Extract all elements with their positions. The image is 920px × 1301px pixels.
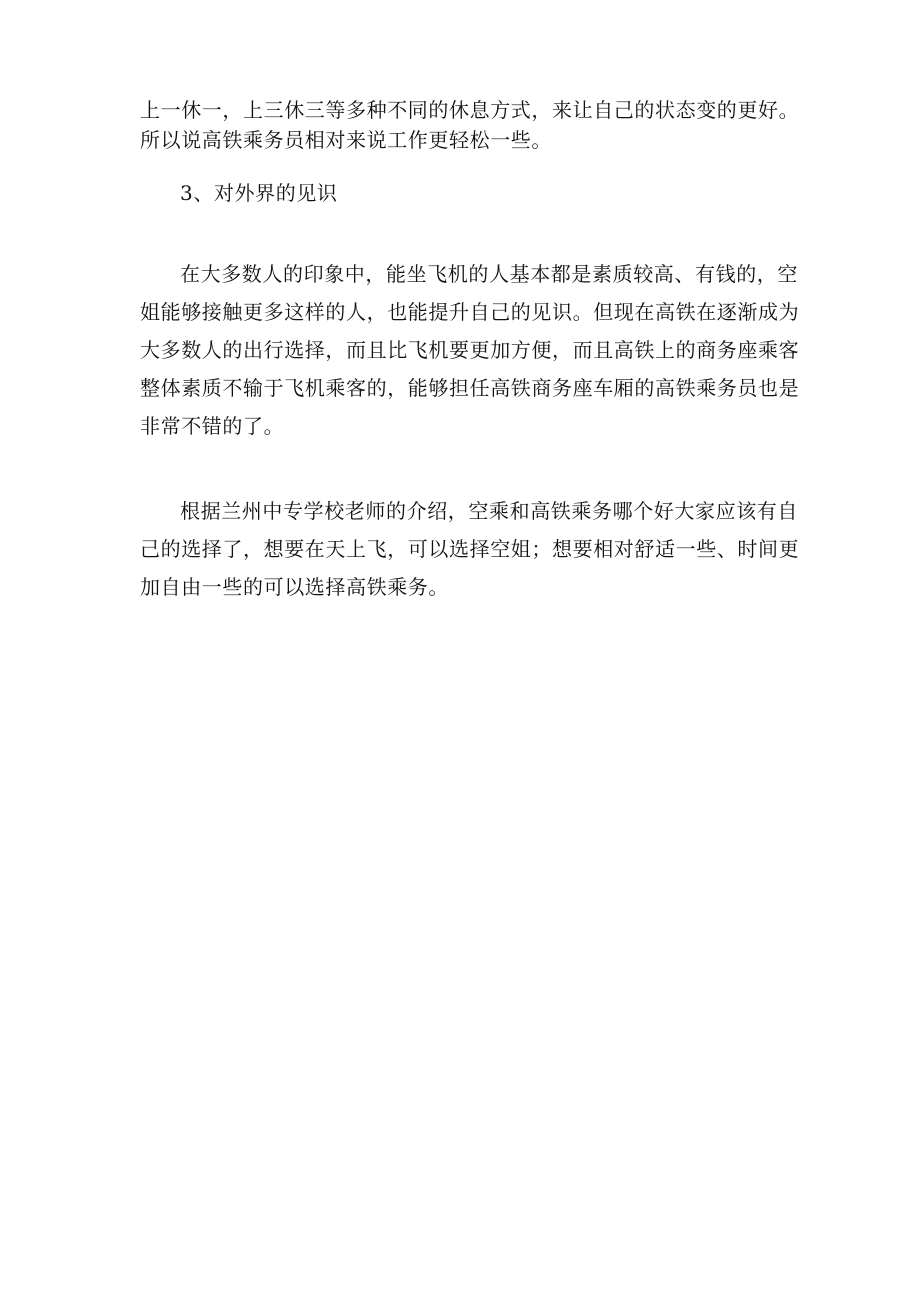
paragraph-line: 大多数人的出行选择，而且比飞机要更加方便，而且高铁上的商务座乘客 xyxy=(140,338,800,362)
paragraph-line: 在大多数人的印象中，能坐飞机的人基本都是素质较高、有钱的，空 xyxy=(180,262,798,286)
paragraph-line: 上一休一，上三休三等多种不同的休息方式，来让自己的状态变的更好。 xyxy=(140,98,800,122)
paragraph-line: 姐能够接触更多这样的人，也能提升自己的见识。但现在高铁在逐渐成为 xyxy=(140,300,800,324)
paragraph-view xyxy=(140,255,800,445)
paragraph-line: 己的选择了，想要在天上飞，可以选择空姐；想要相对舒适一些、时间更 xyxy=(140,537,800,561)
paragraph-line: 根据兰州中专学校老师的介绍，空乘和高铁乘务哪个好大家应该有自 xyxy=(180,499,798,523)
section-heading: 3、对外界的见识 xyxy=(180,181,338,205)
paragraph-line: 非常不错的了。 xyxy=(140,414,285,438)
paragraph-conclusion xyxy=(140,492,800,606)
paragraph-line: 加自由一些的可以选择高铁乘务。 xyxy=(140,575,449,599)
paragraph-line: 整体素质不输于飞机乘客的，能够担任高铁商务座车厢的高铁乘务员也是 xyxy=(140,376,800,400)
paragraph-continuation xyxy=(140,95,800,155)
paragraph-line: 所以说高铁乘务员相对来说工作更轻松一些。 xyxy=(140,128,552,152)
